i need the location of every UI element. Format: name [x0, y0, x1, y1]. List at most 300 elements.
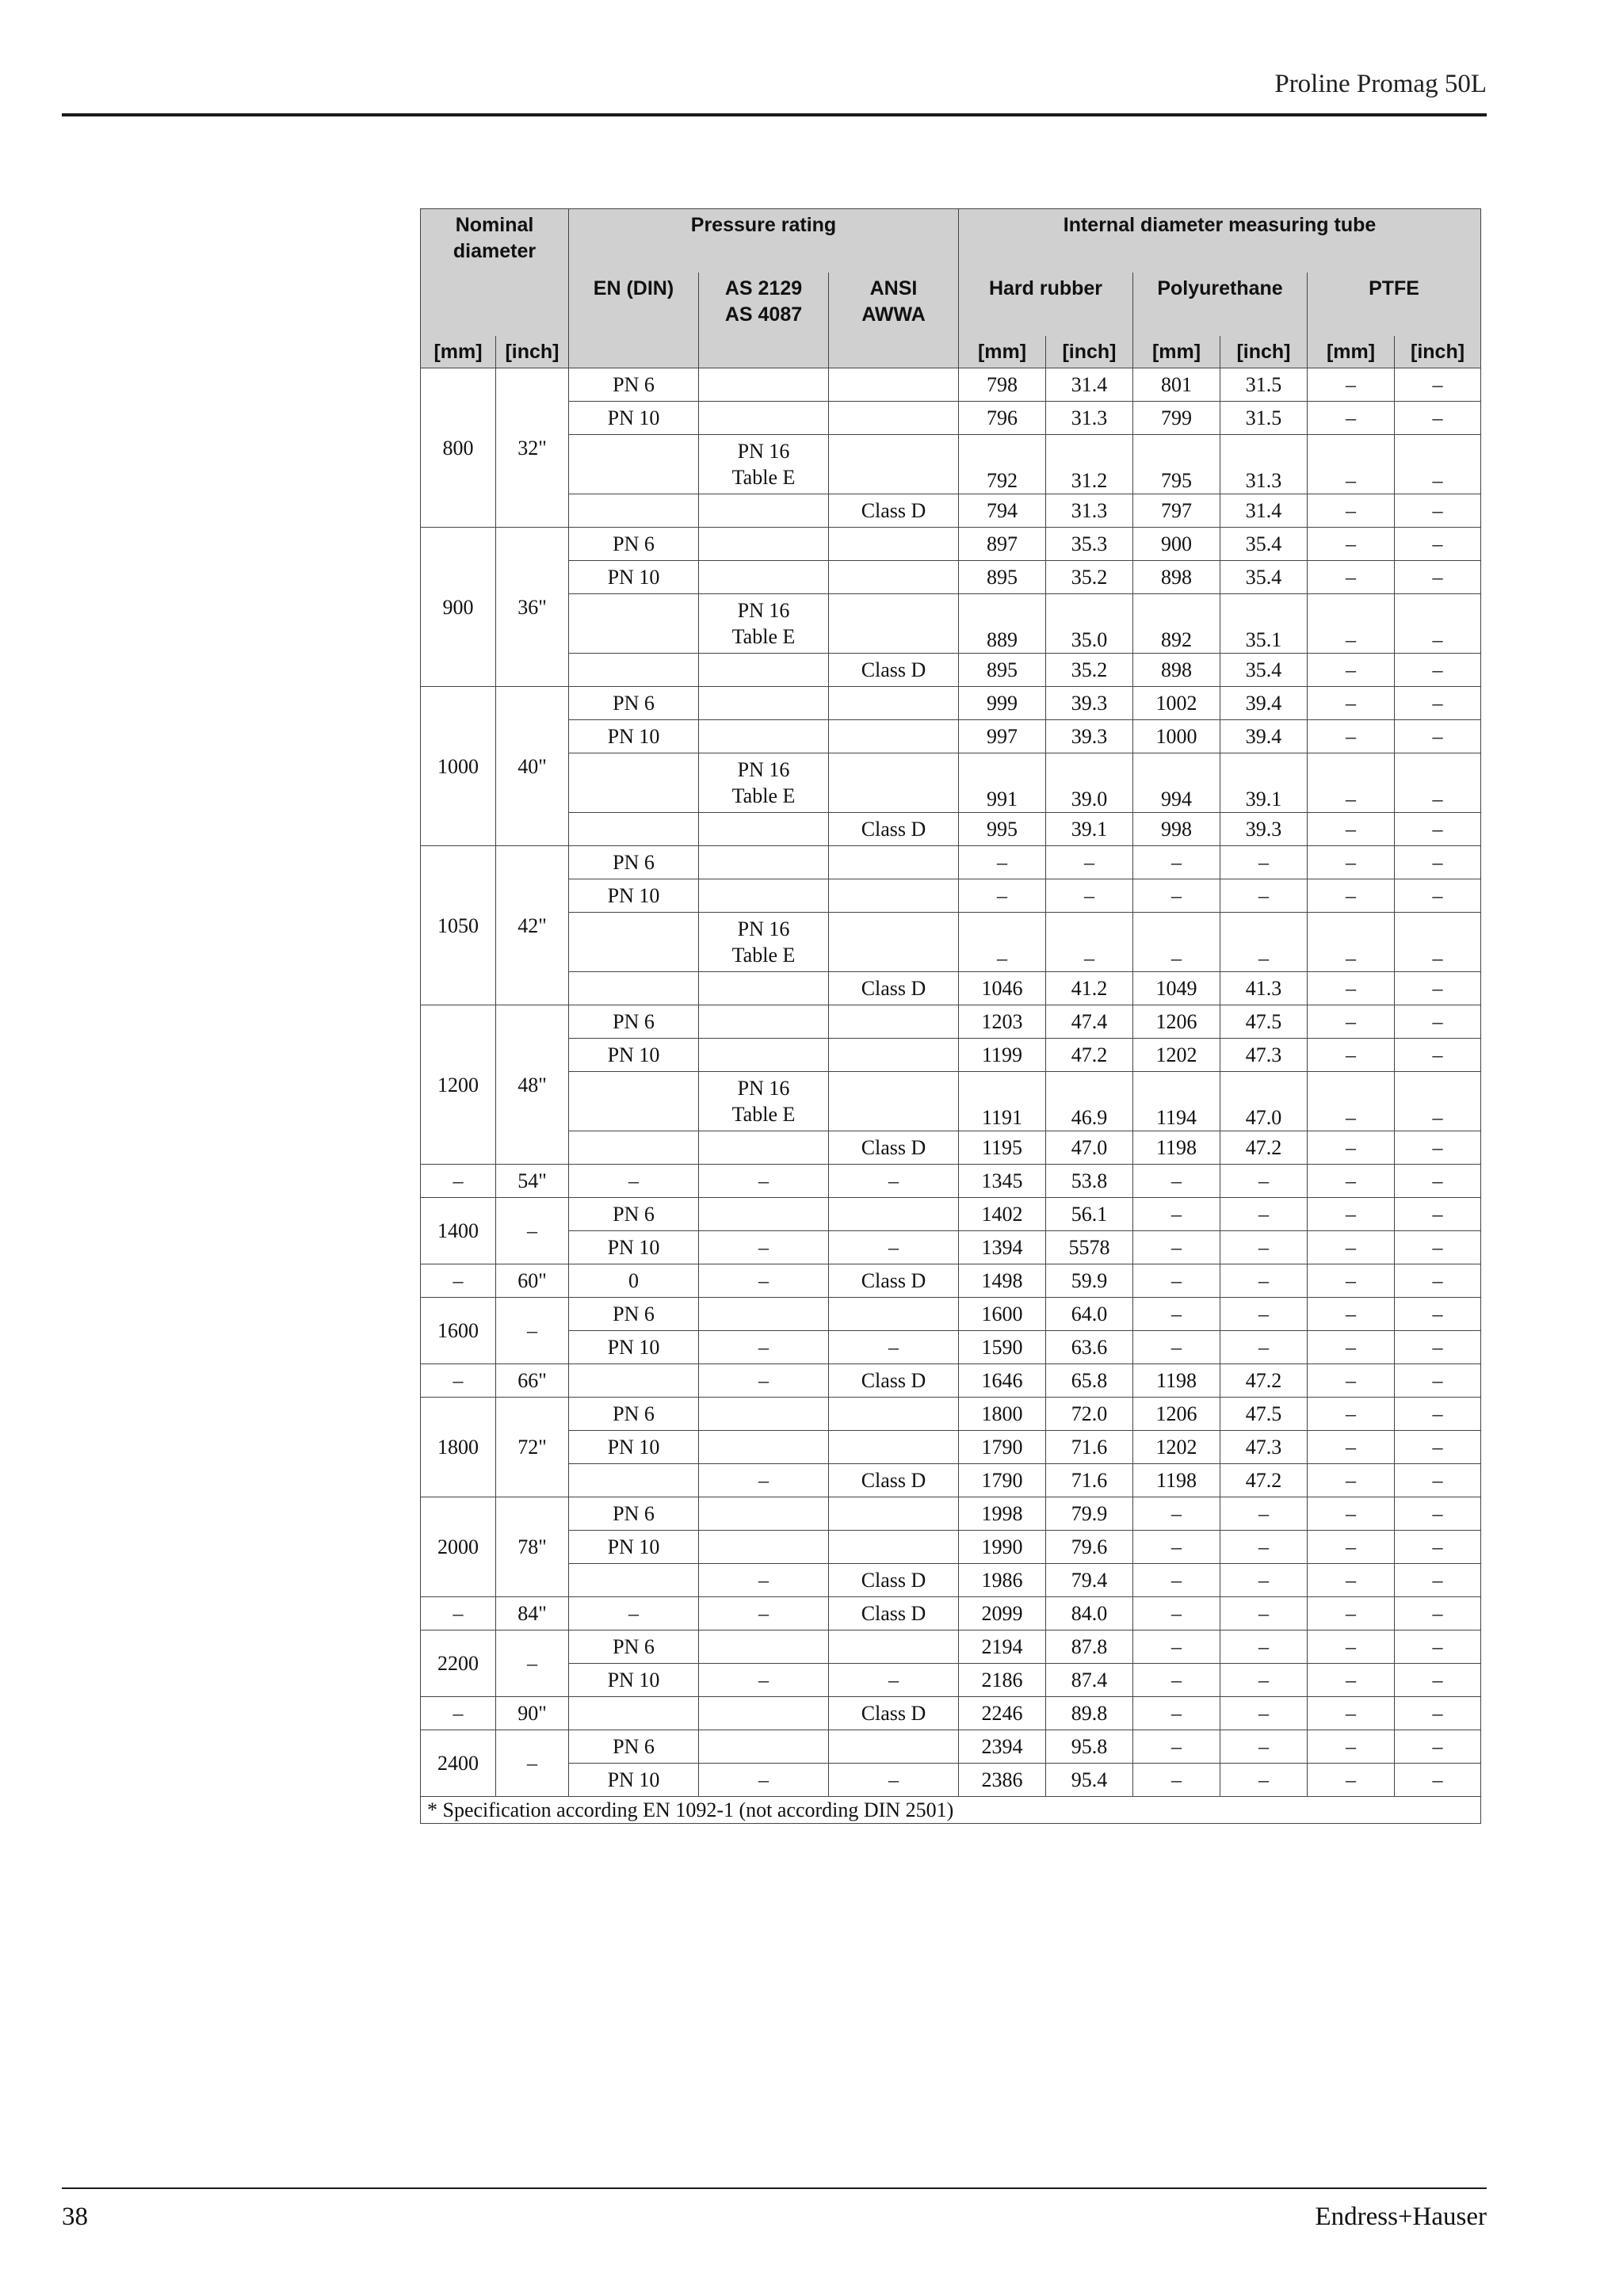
cell-nominal-mm: 1800	[421, 1398, 496, 1497]
cell-pu-inch: 47.0	[1220, 1072, 1308, 1131]
cell-as	[699, 561, 829, 594]
cell-pu-mm: –	[1133, 913, 1220, 972]
cell-hr-inch: 95.8	[1046, 1730, 1133, 1764]
cell-hr-inch: 39.3	[1046, 687, 1133, 720]
cell-ptfe-mm: –	[1308, 1497, 1395, 1531]
cell-ptfe-mm: –	[1308, 1131, 1395, 1165]
cell-en-din	[569, 1697, 699, 1730]
cell-nominal-mm: 1400	[421, 1198, 496, 1264]
cell-hr-mm: 1191	[959, 1072, 1046, 1131]
table-row	[421, 1165, 1481, 1198]
cell-pu-mm: –	[1133, 1697, 1220, 1730]
cell-ptfe-inch: –	[1395, 1697, 1481, 1730]
cell-hr-mm: 2246	[959, 1697, 1046, 1730]
table-row	[421, 1364, 1481, 1398]
cell-ptfe-inch: –	[1395, 1464, 1481, 1497]
cell-hr-mm: 1990	[959, 1531, 1046, 1564]
cell-nominal-inch: 60"	[496, 1264, 569, 1298]
cell-ptfe-inch: –	[1395, 1597, 1481, 1630]
cell-ansi: Class D	[829, 494, 959, 528]
cell-pu-inch: 31.3	[1220, 435, 1308, 494]
cell-hr-mm: 1345	[959, 1165, 1046, 1198]
cell-hr-inch: 47.0	[1046, 1131, 1133, 1165]
cell-ptfe-mm: –	[1308, 1165, 1395, 1198]
cell-hr-mm: 792	[959, 435, 1046, 494]
cell-hr-mm: 1790	[959, 1464, 1046, 1497]
cell-as	[699, 528, 829, 561]
cell-ptfe-mm: –	[1308, 1764, 1395, 1797]
cell-ansi	[829, 1630, 959, 1664]
cell-pu-inch: 39.1	[1220, 753, 1308, 813]
table-header	[421, 209, 1481, 368]
cell-ptfe-mm: –	[1308, 813, 1395, 846]
cell-as: –	[699, 1331, 829, 1364]
cell-hr-inch: 87.4	[1046, 1664, 1133, 1697]
cell-pu-mm: 1198	[1133, 1364, 1220, 1398]
table-row	[421, 494, 1481, 528]
cell-ptfe-inch: –	[1395, 528, 1481, 561]
cell-hr-mm: 889	[959, 594, 1046, 654]
cell-as: –	[699, 1364, 829, 1398]
cell-pu-inch: 47.2	[1220, 1364, 1308, 1398]
cell-pu-mm: 1000	[1133, 720, 1220, 753]
cell-nominal-mm: –	[421, 1697, 496, 1730]
cell-hr-inch: 35.0	[1046, 594, 1133, 654]
cell-ptfe-inch: –	[1395, 1730, 1481, 1764]
cell-hr-mm: 798	[959, 368, 1046, 402]
header-nominal-diameter: Nominal diameter	[421, 209, 569, 273]
cell-ptfe-inch: –	[1395, 1398, 1481, 1431]
cell-en-din: PN 6	[569, 846, 699, 879]
cell-ptfe-mm: –	[1308, 1039, 1395, 1072]
cell-ansi: Class D	[829, 972, 959, 1005]
cell-nominal-inch: –	[496, 1198, 569, 1264]
cell-hr-mm: 997	[959, 720, 1046, 753]
cell-as: –	[699, 1264, 829, 1298]
table-row	[421, 972, 1481, 1005]
cell-ansi	[829, 561, 959, 594]
cell-nominal-inch: 72"	[496, 1398, 569, 1497]
cell-pu-inch: –	[1220, 1531, 1308, 1564]
cell-as	[699, 720, 829, 753]
footer-rule	[62, 2187, 1487, 2189]
cell-pu-mm: 1206	[1133, 1398, 1220, 1431]
cell-ptfe-inch: –	[1395, 594, 1481, 654]
cell-en-din: PN 10	[569, 561, 699, 594]
table-row	[421, 1072, 1481, 1131]
cell-as: –	[699, 1664, 829, 1697]
cell-ansi: Class D	[829, 1697, 959, 1730]
table-row	[421, 879, 1481, 913]
cell-en-din: PN 6	[569, 1730, 699, 1764]
cell-ansi: –	[829, 1231, 959, 1264]
cell-as	[699, 368, 829, 402]
cell-hr-inch: 47.4	[1046, 1005, 1133, 1039]
cell-hr-inch: 31.3	[1046, 494, 1133, 528]
cell-pu-inch: 47.5	[1220, 1005, 1308, 1039]
cell-en-din	[569, 654, 699, 687]
table-row	[421, 1597, 1481, 1630]
table-row	[421, 594, 1481, 654]
cell-en-din: PN 10	[569, 1331, 699, 1364]
cell-pu-mm: –	[1133, 1331, 1220, 1364]
cell-ptfe-mm: –	[1308, 1231, 1395, 1264]
cell-nominal-mm: –	[421, 1597, 496, 1630]
table-row	[421, 1730, 1481, 1764]
cell-pu-inch: –	[1220, 879, 1308, 913]
cell-hr-mm: 2194	[959, 1630, 1046, 1664]
cell-pu-inch: –	[1220, 1331, 1308, 1364]
internal-diameter-table	[420, 208, 1481, 1824]
cell-pu-mm: –	[1133, 1630, 1220, 1664]
cell-pu-mm: 898	[1133, 561, 1220, 594]
cell-as: –	[699, 1597, 829, 1630]
cell-ptfe-inch: –	[1395, 1039, 1481, 1072]
cell-hr-mm: 1199	[959, 1039, 1046, 1072]
cell-nominal-inch: 40"	[496, 687, 569, 846]
cell-ansi	[829, 435, 959, 494]
cell-nominal-inch: 54"	[496, 1165, 569, 1198]
cell-en-din: PN 10	[569, 1039, 699, 1072]
cell-ptfe-inch: –	[1395, 1072, 1481, 1131]
cell-ansi: –	[829, 1331, 959, 1364]
cell-pu-inch: –	[1220, 1264, 1308, 1298]
cell-pu-inch: –	[1220, 1664, 1308, 1697]
cell-pu-inch: 41.3	[1220, 972, 1308, 1005]
cell-hr-inch: 79.6	[1046, 1531, 1133, 1564]
cell-ptfe-mm: –	[1308, 1464, 1395, 1497]
cell-hr-inch: 41.2	[1046, 972, 1133, 1005]
cell-nominal-mm: 2000	[421, 1497, 496, 1597]
cell-en-din	[569, 1072, 699, 1131]
cell-pu-inch: 47.5	[1220, 1398, 1308, 1431]
cell-nominal-inch: 78"	[496, 1497, 569, 1597]
cell-ptfe-mm: –	[1308, 1597, 1395, 1630]
table-row	[421, 813, 1481, 846]
cell-ansi: –	[829, 1764, 959, 1797]
header-ptfe-inch: [inch]	[1395, 336, 1481, 368]
header-nominal-inch: [inch]	[496, 336, 569, 368]
cell-ansi	[829, 879, 959, 913]
table-row	[421, 1431, 1481, 1464]
table-row	[421, 753, 1481, 813]
cell-ptfe-mm: –	[1308, 594, 1395, 654]
table-row	[421, 1298, 1481, 1331]
cell-ansi	[829, 402, 959, 435]
cell-en-din: –	[569, 1165, 699, 1198]
cell-hr-mm: 2186	[959, 1664, 1046, 1697]
cell-hr-inch: 35.2	[1046, 654, 1133, 687]
cell-pu-inch: 35.1	[1220, 594, 1308, 654]
cell-ptfe-mm: –	[1308, 1664, 1395, 1697]
cell-as	[699, 1298, 829, 1331]
cell-pu-mm: –	[1133, 846, 1220, 879]
cell-ptfe-inch: –	[1395, 753, 1481, 813]
cell-as: PN 16 Table E	[699, 913, 829, 972]
cell-as	[699, 972, 829, 1005]
cell-hr-mm: 1790	[959, 1431, 1046, 1464]
cell-pu-inch: 47.3	[1220, 1039, 1308, 1072]
cell-nominal-mm: 900	[421, 528, 496, 687]
cell-ptfe-inch: –	[1395, 1005, 1481, 1039]
header-pu-inch: [inch]	[1220, 336, 1308, 368]
cell-en-din: PN 6	[569, 1198, 699, 1231]
table-row	[421, 1497, 1481, 1531]
cell-pu-inch: 47.2	[1220, 1131, 1308, 1165]
table-row	[421, 913, 1481, 972]
cell-as: PN 16 Table E	[699, 594, 829, 654]
cell-hr-inch: 63.6	[1046, 1331, 1133, 1364]
cell-en-din	[569, 813, 699, 846]
cell-as	[699, 687, 829, 720]
cell-pu-mm: 799	[1133, 402, 1220, 435]
cell-ptfe-mm: –	[1308, 1697, 1395, 1730]
cell-ansi	[829, 1298, 959, 1331]
cell-hr-mm: 1590	[959, 1331, 1046, 1364]
cell-pu-inch: –	[1220, 846, 1308, 879]
cell-nominal-mm: 1000	[421, 687, 496, 846]
cell-nominal-inch: 32"	[496, 368, 569, 528]
cell-nominal-mm: 1600	[421, 1298, 496, 1364]
cell-pu-mm: –	[1133, 1664, 1220, 1697]
cell-en-din: PN 6	[569, 1298, 699, 1331]
header-pu-mm: [mm]	[1133, 336, 1220, 368]
cell-ptfe-mm: –	[1308, 435, 1395, 494]
table-row	[421, 1331, 1481, 1364]
cell-nominal-inch: –	[496, 1730, 569, 1797]
cell-ptfe-inch: –	[1395, 846, 1481, 879]
cell-ptfe-mm: –	[1308, 1331, 1395, 1364]
cell-ptfe-mm: –	[1308, 1005, 1395, 1039]
cell-ptfe-inch: –	[1395, 1331, 1481, 1364]
cell-ansi	[829, 594, 959, 654]
cell-en-din: PN 10	[569, 879, 699, 913]
cell-pu-mm: –	[1133, 1264, 1220, 1298]
cell-ptfe-inch: –	[1395, 494, 1481, 528]
cell-ansi: Class D	[829, 1464, 959, 1497]
cell-ptfe-mm: –	[1308, 561, 1395, 594]
cell-pu-inch: 35.4	[1220, 654, 1308, 687]
cell-pu-mm: 900	[1133, 528, 1220, 561]
cell-hr-inch: 79.4	[1046, 1564, 1133, 1597]
cell-hr-mm: 2386	[959, 1764, 1046, 1797]
cell-hr-inch: 31.3	[1046, 402, 1133, 435]
header-spacer	[421, 273, 569, 336]
cell-ptfe-mm: –	[1308, 1630, 1395, 1664]
cell-hr-inch: 39.3	[1046, 720, 1133, 753]
cell-ptfe-inch: –	[1395, 654, 1481, 687]
table-row	[421, 654, 1481, 687]
cell-ansi	[829, 753, 959, 813]
cell-ptfe-mm: –	[1308, 1298, 1395, 1331]
cell-en-din: PN 10	[569, 1531, 699, 1564]
table-row	[421, 846, 1481, 879]
cell-en-din: PN 10	[569, 720, 699, 753]
cell-ansi: Class D	[829, 1597, 959, 1630]
cell-nominal-mm: 1050	[421, 846, 496, 1005]
cell-hr-mm: 1986	[959, 1564, 1046, 1597]
cell-ptfe-mm: –	[1308, 972, 1395, 1005]
cell-ptfe-mm: –	[1308, 494, 1395, 528]
cell-ptfe-inch: –	[1395, 435, 1481, 494]
cell-ansi	[829, 687, 959, 720]
cell-pu-mm: –	[1133, 1298, 1220, 1331]
cell-hr-mm: 999	[959, 687, 1046, 720]
cell-en-din: PN 10	[569, 1764, 699, 1797]
cell-as: –	[699, 1464, 829, 1497]
cell-hr-inch: 39.1	[1046, 813, 1133, 846]
cell-ptfe-mm: –	[1308, 753, 1395, 813]
table-row	[421, 1198, 1481, 1231]
cell-ptfe-inch: –	[1395, 1431, 1481, 1464]
cell-ptfe-inch: –	[1395, 972, 1481, 1005]
table-row	[421, 528, 1481, 561]
cell-hr-inch: 59.9	[1046, 1264, 1133, 1298]
cell-ptfe-inch: –	[1395, 1564, 1481, 1597]
cell-ptfe-mm: –	[1308, 654, 1395, 687]
cell-en-din: PN 10	[569, 402, 699, 435]
cell-pu-inch: 39.3	[1220, 813, 1308, 846]
cell-ptfe-mm: –	[1308, 1198, 1395, 1231]
cell-pu-mm: 797	[1133, 494, 1220, 528]
cell-nominal-inch: 84"	[496, 1597, 569, 1630]
cell-ptfe-inch: –	[1395, 1630, 1481, 1664]
cell-hr-inch: 35.3	[1046, 528, 1133, 561]
cell-pu-inch: –	[1220, 1730, 1308, 1764]
cell-hr-mm: 1195	[959, 1131, 1046, 1165]
cell-pu-mm: 1202	[1133, 1431, 1220, 1464]
table-row	[421, 1039, 1481, 1072]
cell-ptfe-mm: –	[1308, 879, 1395, 913]
document-title: Proline Promag 50L	[1274, 70, 1487, 98]
cell-hr-mm: 1203	[959, 1005, 1046, 1039]
cell-hr-mm: 1646	[959, 1364, 1046, 1398]
header-internal-diameter: Internal diameter measuring tube	[959, 209, 1481, 273]
cell-pu-inch: –	[1220, 1165, 1308, 1198]
table-row	[421, 1764, 1481, 1797]
cell-ptfe-inch: –	[1395, 1198, 1481, 1231]
cell-en-din: PN 6	[569, 1630, 699, 1664]
cell-en-din: PN 6	[569, 368, 699, 402]
cell-hr-mm: 796	[959, 402, 1046, 435]
cell-as	[699, 494, 829, 528]
cell-hr-inch: –	[1046, 846, 1133, 879]
cell-en-din: PN 6	[569, 1005, 699, 1039]
cell-pu-inch: 35.4	[1220, 528, 1308, 561]
cell-ansi	[829, 368, 959, 402]
cell-as	[699, 1431, 829, 1464]
cell-ansi: –	[829, 1165, 959, 1198]
header-rule	[62, 113, 1487, 116]
cell-ansi	[829, 1198, 959, 1231]
cell-pu-mm: –	[1133, 879, 1220, 913]
cell-en-din	[569, 1464, 699, 1497]
cell-ansi	[829, 1497, 959, 1531]
table-row	[421, 1564, 1481, 1597]
cell-hr-mm: 1600	[959, 1298, 1046, 1331]
cell-ptfe-mm: –	[1308, 1398, 1395, 1431]
header-hr-inch: [inch]	[1046, 336, 1133, 368]
table-row	[421, 1398, 1481, 1431]
cell-ptfe-mm: –	[1308, 913, 1395, 972]
cell-ansi: Class D	[829, 1131, 959, 1165]
cell-pu-inch: –	[1220, 1298, 1308, 1331]
cell-pu-inch: 39.4	[1220, 687, 1308, 720]
cell-pu-inch: 39.4	[1220, 720, 1308, 753]
cell-hr-inch: 47.2	[1046, 1039, 1133, 1072]
table-row	[421, 1697, 1481, 1730]
cell-ptfe-mm: –	[1308, 846, 1395, 879]
cell-hr-inch: 31.4	[1046, 368, 1133, 402]
cell-hr-mm: 995	[959, 813, 1046, 846]
cell-hr-inch: 39.0	[1046, 753, 1133, 813]
cell-pu-mm: 795	[1133, 435, 1220, 494]
cell-hr-mm: 897	[959, 528, 1046, 561]
cell-hr-mm: 1402	[959, 1198, 1046, 1231]
cell-hr-mm: 895	[959, 561, 1046, 594]
cell-ptfe-inch: –	[1395, 813, 1481, 846]
cell-pu-mm: –	[1133, 1730, 1220, 1764]
cell-ptfe-mm: –	[1308, 1364, 1395, 1398]
cell-ptfe-mm: –	[1308, 1564, 1395, 1597]
cell-en-din	[569, 1564, 699, 1597]
cell-ansi	[829, 913, 959, 972]
cell-en-din	[569, 1364, 699, 1398]
cell-as	[699, 1497, 829, 1531]
cell-hr-inch: 35.2	[1046, 561, 1133, 594]
cell-ansi: Class D	[829, 1264, 959, 1298]
header-ptfe: PTFE	[1308, 273, 1481, 336]
cell-hr-inch: 71.6	[1046, 1464, 1133, 1497]
cell-ptfe-inch: –	[1395, 402, 1481, 435]
cell-pu-inch: –	[1220, 1198, 1308, 1231]
cell-pu-mm: –	[1133, 1597, 1220, 1630]
cell-as	[699, 1630, 829, 1664]
cell-ptfe-inch: –	[1395, 1364, 1481, 1398]
cell-ansi	[829, 846, 959, 879]
cell-hr-mm: 1498	[959, 1264, 1046, 1298]
cell-ansi: Class D	[829, 1364, 959, 1398]
cell-pu-inch: –	[1220, 1497, 1308, 1531]
table-row	[421, 368, 1481, 402]
cell-pu-inch: –	[1220, 913, 1308, 972]
cell-pu-inch: 31.5	[1220, 402, 1308, 435]
cell-ptfe-mm: –	[1308, 1264, 1395, 1298]
cell-pu-mm: 1202	[1133, 1039, 1220, 1072]
cell-pu-mm: –	[1133, 1564, 1220, 1597]
table-body	[421, 368, 1481, 1797]
brand-name: Endress+Hauser	[1315, 2203, 1487, 2231]
cell-pu-mm: –	[1133, 1497, 1220, 1531]
cell-hr-inch: 72.0	[1046, 1398, 1133, 1431]
table-row	[421, 1131, 1481, 1165]
cell-ansi	[829, 1431, 959, 1464]
cell-ptfe-inch: –	[1395, 1497, 1481, 1531]
cell-as	[699, 1697, 829, 1730]
cell-ptfe-inch: –	[1395, 1131, 1481, 1165]
cell-hr-mm: 1394	[959, 1231, 1046, 1264]
cell-pu-inch: –	[1220, 1231, 1308, 1264]
cell-ptfe-mm: –	[1308, 687, 1395, 720]
cell-ptfe-inch: –	[1395, 1298, 1481, 1331]
cell-ptfe-mm: –	[1308, 368, 1395, 402]
cell-pu-mm: 898	[1133, 654, 1220, 687]
cell-as	[699, 1039, 829, 1072]
header-ptfe-mm: [mm]	[1308, 336, 1395, 368]
cell-as	[699, 813, 829, 846]
header-as: AS 2129 AS 4087	[699, 273, 829, 336]
cell-en-din: PN 10	[569, 1431, 699, 1464]
